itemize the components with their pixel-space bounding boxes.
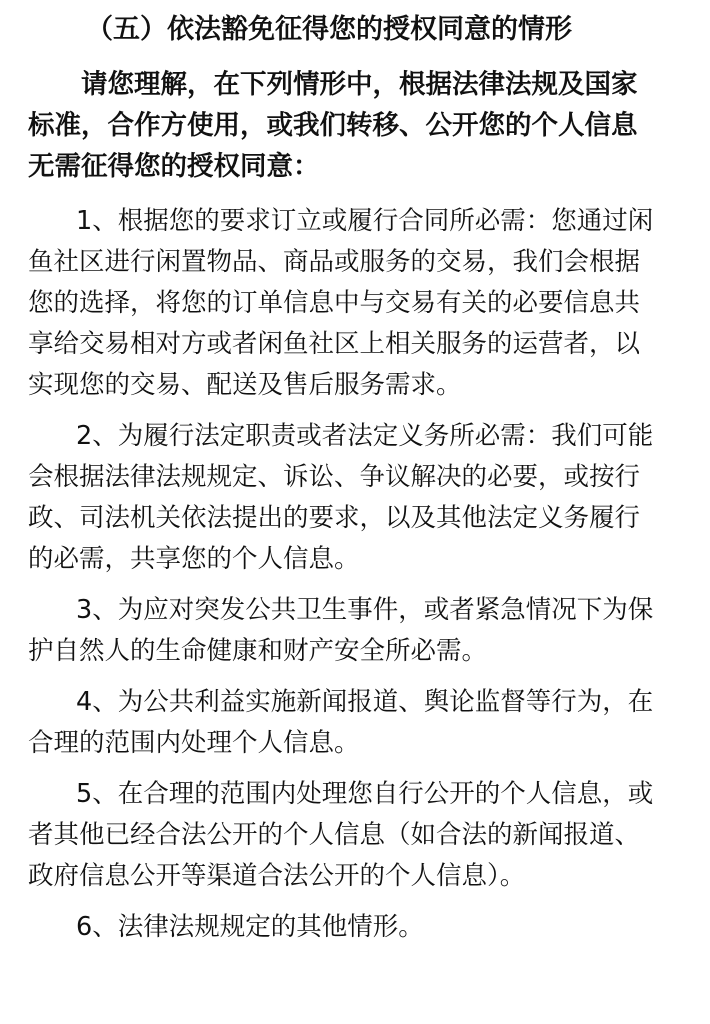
list-item-4: 4、为公共利益实施新闻报道、舆论监督等行为，在合理的范围内处理个人信息。 — [28, 687, 654, 758]
list-item-5: 5、在合理的范围内处理您自行公开的个人信息，或者其他已经合法公开的个人信息（如合法的新闻报道、政府信息公开等渠道合法公开的个人信息）。 — [28, 779, 654, 891]
list-item-2: 2、为履行法定职责或者法定义务所必需：我们可能会根据法律法规规定、诉讼、争议解决的必要，或按行政、司法机关依法提出的要求，以及其他法定义务履行的必需，共享您的个人信息。 — [28, 421, 654, 574]
intro-paragraph: 请您理解，在下列情形中，根据法律法规及国家标准，合作方使用，或我们转移、公开您的个人信息无需征得您的授权同意： — [28, 69, 638, 182]
list-item-6: 6、法律法规规定的其他情形。 — [76, 912, 424, 942]
section-title: （五）依法豁免征得您的授权同意的情形 — [86, 14, 572, 45]
list-item-1: 1、根据您的要求订立或履行合同所必需：您通过闲鱼社区进行闲置物品、商品或服务的交易，我们会根据您的选择，将您的订单信息中与交易有关的必要信息共享给交易相对方或者闲鱼社区上相关服务的运营者，以实现您的交易、配送及售后服务需求。 — [28, 206, 654, 400]
list-item-3: 3、为应对突发公共卫生事件，或者紧急情况下为保护自然人的生命健康和财产安全所必需。 — [28, 595, 654, 666]
